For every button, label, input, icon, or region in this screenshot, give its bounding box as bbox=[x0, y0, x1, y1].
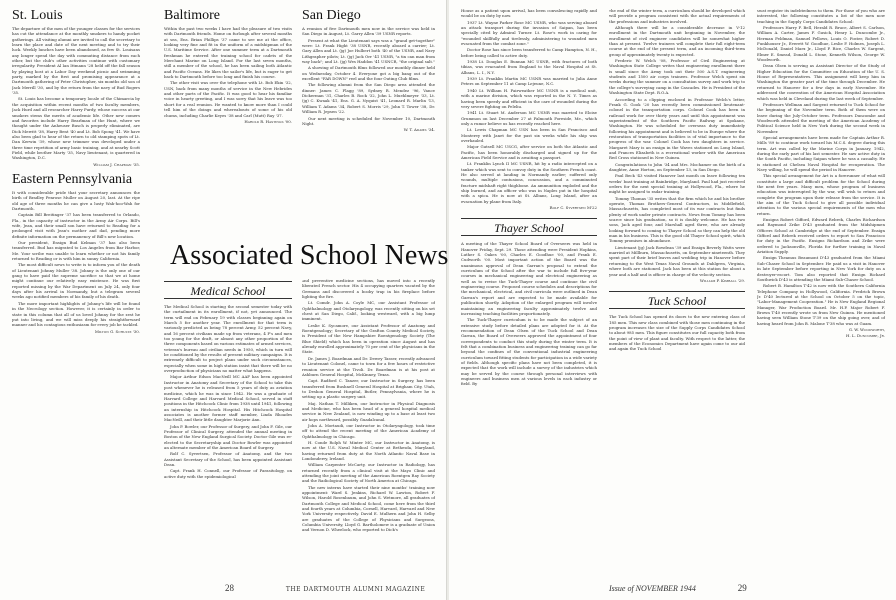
left-footer bbox=[225, 584, 435, 594]
thayer-school-signature: William P. Kimball '29. bbox=[699, 277, 745, 283]
left-column-1 bbox=[12, 8, 140, 586]
tuck-school-heading: Tuck School bbox=[647, 294, 707, 309]
rule bbox=[461, 218, 597, 219]
st-louis-body: The departure of the men of the younger classes for the services has cut the attendance at the monthly smokers to handy pocket gatherings. All visiting alumni are invited to call the secretary to learn the place and date of the next meeting and to try their luck. Weekly lunches have been abandoned, as few St. Louisans any longer spend the day with commuting distance from each other, but the club's other activities continue with customary irregularity. President Al Ian Ittmann '28 held off the fall season by playing host at a Labor Day weekend picnic and swimming party, marked by the first and promising appearance at a Dartmouth gathering of Peter Christopher, six months old son of Jack Merrill '30, and by the return from the navy of Bud Rogers '35. St. Louis has become a temporary locale of the Chimarcia by the acquisition within recent months of two faculty members, Jack Hurd and all researcher Harry Purdy, whose success at our smokers stems the merits of academic life. Other new comers and favorites include Harry Bearlman of the Hunt, where we thought under the Anheuser Busch is properly eliminated, are Dick Merritt '38, Harry Bent '40 and Lt. Bob Spong '41. We have also been glad to hear of the return to old stamping spots of Lt. Dan Kerwin '39, whose new trimmer was developed under a three time repetition of army basic training, and at nearby Scott Field, while brother Marty '35, Navy lieutenant, is quartered in Washington, D.C. bbox=[12, 26, 140, 161]
rule bbox=[164, 298, 292, 299]
san-diego-heading: San Diego bbox=[302, 8, 361, 23]
magazine-name: THE DARTMOUTH ALUMNI MAGAZINE bbox=[285, 586, 426, 593]
rule bbox=[461, 235, 597, 236]
eastern-pa-signature: Milton G. Schultz '30. bbox=[94, 328, 140, 334]
left-page-number: 28 bbox=[225, 583, 234, 593]
eastern-pa-heading: Eastern Pennsylvania bbox=[12, 171, 133, 187]
right-page bbox=[449, 0, 896, 600]
thayer-school-header bbox=[461, 215, 597, 241]
thayer-school-heading: Thayer School bbox=[494, 221, 564, 236]
tuck-school-signature-2: H. L. Duncombe, Jr. bbox=[846, 333, 885, 339]
eastern-pa-body: It with considerable pride that your secretary announces the birth of Bradley Penrose Muller on August 20, last. At the ripe old age of three months he can give a lusty Wah-hoo-Wah for Dartmouth. Captain Bill Breitinger '37 has been transferred to Orlando, Fla., in the capacity of instructor in the Army Air Corps. Bill's wife, Jean, and their small son have returned to Reading for a prolonged visit with Jean's mother and dad, pending more definite information on the permanency of Bill's new location. Our president, Ensign Bud Kelman '37 has also been transferred. Bud has migrated to Los Angeles from Bar Harbor, Me. Your scribe was unable to learn whether or not his family returned to Reading or is with him in sunny California. The most difficult news to write is to inform you of the death of Lieutenant Johnny Muller '38. Johnny is the only one of our gang to have paid the supreme sacrifice so that we at home might continue our relatively easy existence. He was first reported missing by the War Department on July 24, only four days after his arrival in Normandy, but a telegram several weeks ago notified members of his family of his death. The more important highlights of Johnny's life will be found in the Necrology section. However, it is certainly in order to state in this column that all of us loved Johnny for the zest he put into living, and we will miss deeply his straightforward manner and his contagious enthusiasm for every job he tackled. bbox=[12, 189, 140, 328]
rule bbox=[609, 291, 745, 292]
tuck-school-header bbox=[609, 288, 745, 314]
right-page-number: 29 bbox=[737, 583, 747, 593]
medical-school-signature: Rolf C. Syvertsen M'22 bbox=[549, 205, 597, 211]
right-column-1: House as a patient upon arrival, has been convalescing rapidly and would be on duty by now. 1937 Lt. Wayne Parker Rose MC USNR, who was serving aboard an attack transport during the invasion of Saipan, has been specially cited by Admiral Turner. Lt. Rose's work in caring for "wounded skillfully and tirelessly, administering to wounded men evacuated from the combat zone." Doctor Rose has since been transferred to Camp Hampton, N. H., before being called to active duty. 1938 Lt. Douglas E. Bunnan MC USNR, with fractures of both tibias, was evacuated from England to the Naval Hospital at St. Albans, L. I., N.Y. 1939 Lt. Franklin Martin MC USNR was married to Julia Anne Peters on September 11 at Camp Lejeune, N.C. 1940 Lt. William H. Fairweather MC USNR is a medical unit, with a marine division, which was reported in the N. Y. Times as having been speedy and efficient in the care of wounded during the very severe fighting on Peleliu. 1941 Lt. Stuart M. Anderson MC USNR was married to Eloise Grummon on last December 27 at Falmouth Foreside, Me., which only a rumor believe us has recently reached here. Lt. Lewis Chapman MC USN has been in San Francisco and Monterey with Janet for the past six weeks while his ship was overhauled. Major Gutsell MC USCG, after service on both the Atlantic and Pacific, has been honorably discharged and signed up for the American Field Service and is awaiting a passport. Lt. Franklin Lynch II MC USNR, hit by a radio intercepted on a tanker which was sent to convoy duty in the Southern French coast. He also served at landing in Normandy earlier; suffered only wounds, multiple contusions, concussion, and a comminuted fracture midshaft right thighbone. An ammunition exploded and the ship burned, and an officer who was in Naples put in the hospital with a spica. He is now at St. Albans, Long Island, after an evacuation by plane from Italy. Rolf C. Syvertsen M'22 Thayer School A meeting of the Thayer School Board of Overseers was held in Hanover Friday, Sept. 29. Those attending were President Hopkins, Luther S. Oakes '00, Charles E. Goodhue '00, and Frank E. Cudworth '00. Most important action of the Board was the unanimous approval of Dean Garran's proposal to extend the curriculum of the School after the war to include full five-year courses in mechanical engineering and electrical engineering as well as to revise the Tuck-Thayer course and continue the civil engineering course. Proposed course schedules and descriptions for the mechanical, electrical, and civil curricula were outlined in Dean Garran's report and are expected to be made available for publication shortly. Adoption of the enlarged program will involve maintaining an engineering faculty approximately twelve and increasing teaching facilities proportionately. The Tuck-Thayer curriculum is to be made the subject of an extensive study before detailed plans are adopted for it. At the recommendation of Dean Olsen of the Tuck School and Dean Garran, the Board of Overseers approved the appointment of four correspondents to conduct this study during the winter term. It is felt that a combination business and engineering training can go far beyond the confines of the conventional industrial engineering curriculum toward fitting students for participation in a wide variety of fields. Although specific plans have not been completed, it is expected that the work will include a survey of the industries which may be served by the course through personal interviews with engineers and business men at various levels in each industry or field. By bbox=[461, 8, 597, 387]
baltimore-heading: Baltimore bbox=[164, 8, 220, 23]
tuck-school-signature-1: G. W. Woodworth, bbox=[848, 326, 885, 332]
medical-school-heading: Medical School bbox=[190, 284, 266, 298]
rule bbox=[609, 308, 745, 309]
san-diego-column: San Diego A reunion of five Dartmouth men now in the service was held in San Diego in August, Lt. Garry Allen '39 USNR reports. Present at what the Lieutenant says was a "grand get-together" were: Lt. Frank Hight '38 USNR, recently aboard a carrier; Lt. Gary Allen and Lt. (jg) Joe Hulbert both '40 of the USNR, and Navy Lithgrapher pilots; Lt. (jg) Jack Orr '41 USNR, "a tin can man from way back"; and Lt. (jg) Wes Haddon '41 USNCR, "the original salt." A showing of Dartmouth films followed our monthly dinner held on Wednesday, October 4. Everyone got a big bang out of the excellent "FAR DOWN" reel and the four Outing Club films. The following alumni from the San Diego area attended the dinner: James C. Flagg '89, Sydney R. Mendez '96, Vance Dickerman '31, Charles B. Rock '32, John L. Muehlmeyer '33, Lt. (jg) C. Kwaak '41, Ens. G. A. Nyquist '41, Leonard R. Marlin '13, William T. Adams '34, Robert S. Morris '29, John T. Tower '38, Dr. William R. Jepsen '22. Our next meeting is scheduled for November 10, Dartmouth Night. W. T. Adams '34. bbox=[302, 8, 435, 133]
medical-school-header bbox=[164, 278, 292, 304]
medical-school-column-2: and preventive medicine sections, has moved into a recently liberated French sector. His 4 occupying quarters vacated by the Germans and discovered a booby trap in his fireplace before lighting the fire. Lt. Comdr. John A. Coyle MC, our Assistant Professor of Ophthalmology and Otolaryngology, was recently sitting on his set chest at San Diego, Calif., looking westward, with a big lump imminent. Leslie K. Sycamore, our Assistant Professor of Anatomy and Roentgenology; Secretary of the Grafton County Medical Society, is President of the New Hampshire Roentgenology Society (The Blue Shield) which has been in operation since August and has already enrolled approximately 70 per cent of the physicians in the State. Dr. James J. Boardman and Dr. Dewey Tasser, recently advanced to Lieutenant Colonel, came to town for a few hours of restrictive reunion service at the Tivoli. Dr. Boardman is at his post at Ashburn General Hospital, McKinney, Texas. Capt. Radford C. Tanzer, our Instructor in Surgery, has been transferred from Bushnell General Hospital at Brigham City, Utah, to Deshon General Hospital, Butler, Pennsylvania, where he is setting up a plastic surgery unit. Maj. Nathan T. Milliken, our Instructor in Physical Diagnosis and Medicine, who has been head of a general hospital medical service in New Zealand, is now winding up to a base at least two air hops northward, possibly Guadalcanal. John A. Mortaudi, our Instructor in Otolaryngology, took time off to attend the recent meeting of the American Academy of Ophthalmology in Chicago. H. Conde Rolph W. Minter MC, our Instructor in Anatomy, is now at the U.S. Naval Medical Center at Bethesda, Maryland, having returned from duty at the North Atlantic Naval Base in Londonderry, Ireland. William Carpenter McCarty, our Instructor in Radiology, has returned recently from a clinical visit at the Mayo Clinic and attending the joint meeting of the American Roentgen Ray Society and the Radiological Society of North America at Chicago. The new interns have started their nine months' training now appointment: Ward S. Jenkins, Richard W. Lawton, Robert F. Wilson, Harold Rosenbaum, and John S. Wetmore, all graduates of Dartmouth College and Medical School, come here from the third and fourth years at Columbia, Cornell, Harvard, Harvard and New York University respectively. David E. Mulhern and John H. Selby are graduates of the College of Physicians and Surgeons, Columbia University, Lloyd G. Bartholomew is a graduate of Union and Vernon D. Wheelock, who reported to Dick's bbox=[302, 278, 435, 533]
baltimore-signature: Harold R. Hastings '00. bbox=[244, 118, 292, 124]
san-diego-signature: W. T. Adams '34. bbox=[403, 127, 435, 133]
right-column-2: the end of the winter term, a curriculum should be developed which will provide a program consistent with the actual requirements of the professions and industries involved. Although there will be a considerable decrease in V-12 enrollment in the Dartmouth unit beginning in November, the enrollment of civil engineer candidates will be somewhat higher than at present. Twelve trainees will complete their full eight-term course at the end of the present term, and an incoming third-term group of approximately twenty is expected. Frederic W. Welch '08, Professor of Civil Engineering at Washington State College writes that engineering enrollment there is small since the Army took out their 500 A.S.T. engineering students and 1500 air corps trainees. Professor Welch spent six weeks during the summer on a consultation survey and work trip to the college's surveying camp in the Cascades. He is President of the Washington State Dept. R.O.A. According to a clipping enclosed in Professor Welch's letter, Frank G. Gook '20 has recently been commissioned lieutenant-colonel in the transportation corps. Colonel Cook has been in railroad work for over thirty years and until this appointment was superintendent of the Southern Pacific Railway at Spokane, Washington. He was scheduled for overseas duty immediately following his appointment and is believed to be in Europe where the restoration of transportation facilities is of vital importance to the progress of the war. Colonel Cook has two daughters in service. Margaret Mary is an ensign in the Waves stationed on Long Island, and Frances Elizabeth is a recreational worker with the American Red Cross stationed in New Guinea. Congratulations to John '34 and Mrs. Mochamer on the birth of a daughter, Anne Horton, on September 13, in San Diego. Paul Beck '43 visited Hanover last month on leave following ten weeks' boat training at Bainbridge, Maryland. Paul had just received orders for the next special training at Hollywood, Fla., where he might be assigned to radar training. Tommy Thomas '35 writes that the firm which he and his brother operate, Thomas Brothers-General Contractors, in Middlefield, Massachusetts, has completed most of its war contracts but finds plenty of work under private contracts. News from Tommy has been scarce since his graduation, so it is doubly welcome. He has two sons, Jack aged four, and Marshall aged three, who are already looking forward to coming to Thayer School so they can help the old man in his business. This is the good old Thayer School spirit, which Tommy promises in abundance. Lieutenant (jg) Jack Rowdean '39 and Ensign Beverly Watts were married at Millburn, Massachusetts, on September nineteenth. They spent part of their brief leaves and wedding trip in Hanover before returning to the West Texas Naval Grounds at Dahlgren, Virginia, where both are stationed. Jack has been at this station for about a year and a half and is officer in charge of the velocity section. William P. Kimball '29. Tuck School The Tuck School has opened its doors to the new entering class of 185 men. This new class combined with those men continuing in the program increases the size of the Supply Corps Candidates School to about 985 men. This figure constitutes our full capacity both from the point of view of plant and faculty. With respect to the latter, the members of the Economics Department have again come to our aid and again the Tuck School bbox=[609, 8, 745, 352]
associated-school-news-title: Associated School News bbox=[170, 240, 449, 271]
right-footer bbox=[609, 584, 885, 594]
right-column-3: must register its indebtedness to them. For those of you who are interested, the following constitutes a list of the men now teaching in the Supply Corps Candidates School: Professors Harry F. Bell, Herald R. Bruce, Albert S. Carlson, William A. Carter, James F. Gusick, Henry L. Duncombe Jr., Herman Feldman, Samuel Fellows, Louis O. Foster, Robert D. Funkhouser Jr., Everett W. Goodhue, Leslie F. Holmes, Joseph L. McDonald, Daniel Marx Jr., Lloyd P. Rice, Charles W. Sargent, Elmer E. Smead, Donald L. Stone, Kenneth Wilson, George W. Woodworth. Dean Olsen is serving as Assistant Director of the Study of Higher Education for the Committee on Education of the U. S. House of Representatives. This assignment will keep him in Washington the greater part of the time through December. He returned to Hanover for a few days in early November. He addressed the convention of the American Hospital Association which was held in Cleveland during the last week of September. Professors Wellman and Sargent returned to Tuck School for the beginning of the November term. Both of them were on leave during the July-October term. Professors Duncombe and Woodworth attended the meeting of the American Academy of Political Science held in New York during the second week in November. Special arrangements have been made for Captain Arthur R. Mills '89 to continue work toward his M.C.S. degree during this term. Art was called by the Marine Corps in January, 1942, during the early part of his last semester. He saw active duty in the South Pacific, including Saipan where he was a casualty. He is stationed at Chelsea Naval Hospital for recuperation. The Navy willing, he will spend the period in Hanover. This special arrangement for Art is a forerunner of what will constitute a large and difficult problem for the School during the next few years. Many men, whose program of business education was interrupted by the war, will wish to return and complete the program upon their release from the service. It is the aim of the Tuck School to give all possible individual attention to the various special requirements of the men who return. Ensigns Robert Gifford, Edward Rebrek, Charles Richardson and Raymond Zrike D'43 graduated from the Midshipmen Officers School at Cambridge at the end of September. Ensign Gifford and Rebrek received orders to report to San Francisco for duty in the Pacific. Ensigns Richardson and Zrike were ordered to Jacksonville, Florida for further training in Naval Aviation Supply. Ensign Theamus Beaumont D'43 graduated from the Miami Sub-Chaser School in September. He paid us a visit in Hanover in late September before reporting in New York for duty on a destroyer-escort. Tom also reported that Ensign Richard Southwick D'43 is attending the Miami Sub-Chaser School. Robert B. Hamilton T'42 is now with the Southern California Telephone Company in Hollywood, California. Fredrick Brown Jr. D'40 lectured at the School on October 5 on the topic, "Labor-Management Cooperation." He is New England Regional Manager, War Production Board. Mr. H.P. Major Robert F. Brown T'40 recently wrote us from New Guinea. He mentioned having seen William Stone T'39 on the ship going over, and of having heard from John B. Malone T'38 who was at Guam. G. W. Woodworth, H. L. Duncombe, Jr. bbox=[757, 8, 885, 339]
left-page bbox=[0, 0, 447, 600]
baltimore-column: Baltimore Within the past two weeks I have had the pleasure of two visits with Dartmouth friends. Home on furlough after several months at sea, Ens. Brian Phillips '37 came to see me at the office, looking very fine and fit in the uniform of a midshipman of the U.S. Maritime Service. After one summer term at a Dartmouth freshman he entered the training school for cadets of the Merchant Marine on Long Island. For the last seven months, still a member of the school, he has been sailing both Atlantic and Pacific Oceans. He likes the sailor's life, but is eager to get back to Dartmouth before too long and finish his course. The other visit was over the telephone with Lt. Bob Ekin '32, USN, back from many months of service in the New Hebrides and other parts of the Pacific. It was good to hear his familiar voice in hearty greeting, and I was sorry that his leave was too short for a real reunion. He wanted to know more than I could tell him of the doings and whereabouts of some of his old chums, including Charlie Keyes '38 and Carl (Mutt) Ray '37. Harold R. Hastings '00. bbox=[164, 8, 292, 124]
st-louis-heading: St. Louis bbox=[12, 8, 63, 23]
st-louis-signature: William J. Chapman '35. bbox=[93, 161, 140, 167]
medical-school-column-1: Medical School The Medical School is starting the second semester today with the curtailment in its enrollment, if not, yet announced. The term will end on February 19 with classes beginning again on March 5 for another year. The enrollment for that term is variously predicted as being 78 percent Army, 52 percent Navy, and 16 percent civilians made up from veterans, 4 F's and men too young for the draft, or almost any other proportion of the three components based on various estimates of armed services, veteran's bureau and civilian needs in 1950, which in turn will be conditioned by the results of present military campaigns. It is extremely difficult to project plans under such circumstances, especially when some in high station insist that there will be no overproduction of physicians no matter what happens. Major Arthur Edson MacNeill MC AAF has been appointed Instructor in Anatomy and Secretary of the School to take this post whenever he is released from 5 years of duty as aviation medicine, which he was in since 1942. He was a graduate of Harvard College and Harvard Medical School, served in staff positions in the Hitchcock Clinic from 1938 until 1941, following an internship in Hitchcock Hospital. His Hitchcock Hospital associates is another former staff member, Linda Rhoades MacNeill, and their little daughter Marjorie Ann. John P. Bowler, our Professor of Surgery, and John F. Gile, our Professor of Clinical Surgery, attended the annual meeting in Boston of the New England Surgical Society. Doctor Gile was re-elected to the Secretaryship and Doctor Bowler was appointed an alternate member of the American Board of Surgery. Rolf C. Syvertsen, Professor of Anatomy, and the two Assistant Secretary of the School, has been appointed Assistant Dean. Capt. Frank H. Connell, our Professor of Parasitology, on active duty with the epidemiological bbox=[164, 278, 292, 578]
issue-date: Issue of NOVEMBER 1944 bbox=[609, 584, 696, 593]
rule bbox=[164, 281, 292, 282]
